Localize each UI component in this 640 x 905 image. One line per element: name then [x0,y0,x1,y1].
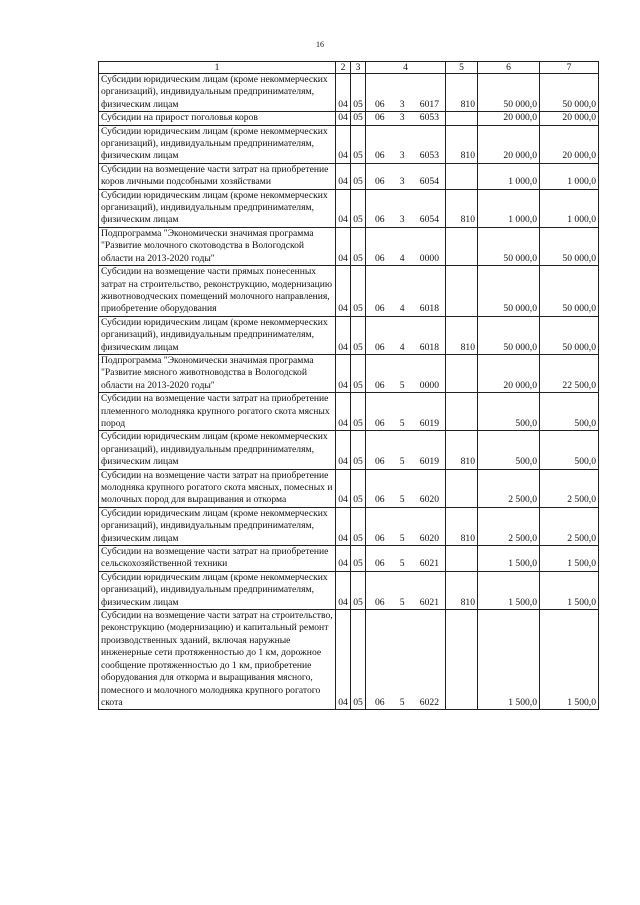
table-row [99,571,599,609]
code-col4-part1: 06 [375,303,385,315]
code-col4 [366,112,446,125]
row-description: Подпрограмма "Экономически значимая программа "Развитие молочного скотоводства в Вологодской области на 2013-2020 годы" [99,227,336,265]
amount-col6: 1 500,0 [478,571,540,609]
table-row [99,112,599,125]
code-col2: 04 [336,393,351,431]
code-col4-part1: 06 [375,341,385,353]
table-row [99,507,599,545]
code-col3: 05 [351,112,366,125]
code-col4 [366,431,446,469]
amount-col6: 1 000,0 [478,189,540,227]
amount-col7: 1 500,0 [540,610,599,710]
code-col3: 05 [351,571,366,609]
expense-type [446,354,478,392]
amount-col7: 1 500,0 [540,571,599,609]
code-col4-part2: 4 [399,341,405,353]
code-col3: 05 [351,266,366,317]
code-col3: 05 [351,354,366,392]
code-col3: 05 [351,507,366,545]
code-col2: 04 [336,571,351,609]
expense-type: 810 [446,431,478,469]
code-col4-part2: 5 [399,696,405,708]
table-row [99,546,599,572]
amount-col7: 2 500,0 [540,469,599,507]
amount-col7: 500,0 [540,431,599,469]
row-description: Субсидии на возмещение части затрат на приобретение племенного молодняка крупного рогатого скота мясных пород [99,393,336,431]
row-description: Субсидии юридическим лицам (кроме некоммерческих организаций), индивидуальным предпринимателям, физическим лицам [99,189,336,227]
code-col4 [366,354,446,392]
code-col4-part3: 6018 [419,303,439,315]
code-col4 [366,189,446,227]
code-col3: 05 [351,393,366,431]
code-col3: 05 [351,163,366,189]
row-description: Подпрограмма "Экономически значимая программа "Развитие мясного животноводства в Вологодской области на 2013-2020 годы" [99,354,336,392]
amount-col7: 22 500,0 [540,354,599,392]
code-col4-part2: 4 [399,303,405,315]
code-col4-part1: 06 [375,98,385,110]
code-col2: 04 [336,546,351,572]
code-col4-part2: 5 [399,417,405,429]
table-row [99,125,599,163]
amount-col7: 500,0 [540,393,599,431]
column-header: 3 [351,62,366,74]
column-header: 6 [478,62,540,74]
expense-type: 810 [446,125,478,163]
code-col4-part3: 6019 [419,417,439,429]
amount-col6: 50 000,0 [478,266,540,317]
expense-type: 810 [446,507,478,545]
code-col4-part2: 3 [399,112,405,124]
code-col4 [366,266,446,317]
expense-type: 810 [446,189,478,227]
table-row [99,393,599,431]
amount-col6: 50 000,0 [478,74,540,112]
code-col2: 04 [336,316,351,354]
amount-col6: 2 500,0 [478,507,540,545]
code-col4-part1: 06 [375,696,385,708]
code-col4-part3: 6017 [419,98,439,110]
amount-col6: 1 500,0 [478,610,540,710]
amount-col7: 1 000,0 [540,163,599,189]
code-col2: 04 [336,507,351,545]
code-col4-part3: 0000 [419,252,439,264]
code-col4-part2: 5 [399,494,405,506]
table-row [99,431,599,469]
code-col4-part2: 4 [399,252,405,264]
amount-col7: 50 000,0 [540,227,599,265]
expense-type [446,163,478,189]
code-col4-part2: 3 [399,150,405,162]
row-description: Субсидии на возмещение части затрат на строительство, реконструкцию (модернизацию) и капитальный ремонт производственных зданий, включая наружные инженерные сети протяженностью до 1 км, дорожное сообщение протяженностью до 1 км, приобретение оборудования для откорма и выращивания мясного, помесного и молочного молодняка крупного рогатого скота [99,610,336,710]
amount-col7: 1 500,0 [540,546,599,572]
code-col2: 04 [336,125,351,163]
code-col4-part3: 6020 [419,494,439,506]
expense-type: 810 [446,74,478,112]
table-row [99,354,599,392]
code-col4-part1: 06 [375,456,385,468]
code-col4-part2: 5 [399,379,405,391]
code-col4 [366,610,446,710]
code-col2: 04 [336,112,351,125]
row-description: Субсидии юридическим лицам (кроме некоммерческих организаций), индивидуальным предпринимателям, физическим лицам [99,125,336,163]
table-row [99,189,599,227]
code-col4 [366,163,446,189]
table-row [99,469,599,507]
expense-type [446,610,478,710]
row-description: Субсидии на прирост поголовья коров [99,112,336,125]
code-col4-part2: 3 [399,176,405,188]
code-col4-part1: 06 [375,150,385,162]
amount-col7: 50 000,0 [540,74,599,112]
table-row [99,266,599,317]
row-description: Субсидии на возмещение части прямых понесенных затрат на строительство, реконструкцию, модернизацию животноводческих помещений молочного направления, приобретение оборудования [99,266,336,317]
code-col4 [366,546,446,572]
column-header: 1 [99,62,336,74]
row-description: Субсидии юридическим лицам (кроме некоммерческих организаций), индивидуальным предпринимателям, физическим лицам [99,431,336,469]
table-row [99,163,599,189]
expense-type [446,393,478,431]
code-col4-part1: 06 [375,176,385,188]
budget-table [98,61,599,710]
amount-col6: 500,0 [478,431,540,469]
amount-col6: 50 000,0 [478,227,540,265]
expense-type [446,546,478,572]
code-col4-part1: 06 [375,379,385,391]
code-col4-part3: 6053 [419,150,439,162]
code-col4-part3: 6018 [419,341,439,353]
code-col2: 04 [336,227,351,265]
table-row [99,227,599,265]
code-col4-part3: 6021 [419,596,439,608]
amount-col6: 2 500,0 [478,469,540,507]
row-description: Субсидии юридическим лицам (кроме некоммерческих организаций), индивидуальным предпринимателям, физическим лицам [99,316,336,354]
amount-col7: 50 000,0 [540,266,599,317]
amount-col6: 1 000,0 [478,163,540,189]
table-row [99,316,599,354]
code-col4-part3: 0000 [419,379,439,391]
column-header: 5 [446,62,478,74]
code-col3: 05 [351,431,366,469]
code-col4-part1: 06 [375,596,385,608]
row-description: Субсидии на возмещение части затрат на приобретение сельскохозяйственной техники [99,546,336,572]
code-col2: 04 [336,354,351,392]
code-col4-part2: 5 [399,456,405,468]
column-header: 2 [336,62,351,74]
code-col4 [366,316,446,354]
code-col4-part1: 06 [375,214,385,226]
code-col3: 05 [351,469,366,507]
code-col4 [366,393,446,431]
expense-type: 810 [446,316,478,354]
amount-col6: 20 000,0 [478,112,540,125]
code-col4-part3: 6053 [419,112,439,124]
expense-type [446,469,478,507]
table-row [99,610,599,710]
code-col2: 04 [336,469,351,507]
code-col4-part1: 06 [375,558,385,570]
code-col4-part2: 3 [399,214,405,226]
amount-col7: 2 500,0 [540,507,599,545]
amount-col7: 20 000,0 [540,112,599,125]
code-col4 [366,507,446,545]
code-col3: 05 [351,546,366,572]
code-col4-part1: 06 [375,494,385,506]
row-description: Субсидии на возмещение части затрат на приобретение молодняка крупного рогатого скота мясных, помесных и молочных пород для выращивания и откорма [99,469,336,507]
code-col2: 04 [336,74,351,112]
column-header: 7 [540,62,599,74]
row-description: Субсидии на возмещение части затрат на приобретение коров личными подсобными хозяйствами [99,163,336,189]
column-header: 4 [366,62,446,74]
code-col3: 05 [351,125,366,163]
expense-type: 810 [446,571,478,609]
code-col4-part1: 06 [375,112,385,124]
amount-col7: 1 000,0 [540,189,599,227]
amount-col6: 500,0 [478,393,540,431]
code-col4-part1: 06 [375,532,385,544]
code-col3: 05 [351,316,366,354]
code-col3: 05 [351,227,366,265]
code-col4-part2: 3 [399,98,405,110]
expense-type [446,227,478,265]
code-col4-part1: 06 [375,252,385,264]
amount-col6: 1 500,0 [478,546,540,572]
amount-col6: 50 000,0 [478,316,540,354]
code-col4-part2: 5 [399,558,405,570]
code-col4-part1: 06 [375,417,385,429]
code-col3: 05 [351,189,366,227]
code-col4-part3: 6019 [419,456,439,468]
code-col3: 05 [351,610,366,710]
header-row [99,62,599,74]
table-row [99,74,599,112]
code-col2: 04 [336,431,351,469]
amount-col6: 20 000,0 [478,354,540,392]
code-col4 [366,125,446,163]
amount-col6: 20 000,0 [478,125,540,163]
code-col4-part3: 6020 [419,532,439,544]
code-col2: 04 [336,189,351,227]
code-col4-part3: 6021 [419,558,439,570]
code-col4 [366,227,446,265]
page-number: 16 [316,40,324,49]
code-col4-part3: 6054 [419,176,439,188]
row-description: Субсидии юридическим лицам (кроме некоммерческих организаций), индивидуальным предпринимателям, физическим лицам [99,74,336,112]
code-col2: 04 [336,266,351,317]
code-col3: 05 [351,74,366,112]
expense-type [446,266,478,317]
amount-col7: 20 000,0 [540,125,599,163]
amount-col7: 50 000,0 [540,316,599,354]
expense-type [446,112,478,125]
code-col4-part2: 5 [399,532,405,544]
code-col4 [366,74,446,112]
code-col2: 04 [336,163,351,189]
row-description: Субсидии юридическим лицам (кроме некоммерческих организаций), индивидуальным предпринимателям, физическим лицам [99,507,336,545]
code-col4 [366,571,446,609]
code-col4-part3: 6022 [419,696,439,708]
code-col4-part3: 6054 [419,214,439,226]
code-col2: 04 [336,610,351,710]
code-col4 [366,469,446,507]
code-col4-part2: 5 [399,596,405,608]
row-description: Субсидии юридическим лицам (кроме некоммерческих организаций), индивидуальным предпринимателям, физическим лицам [99,571,336,609]
